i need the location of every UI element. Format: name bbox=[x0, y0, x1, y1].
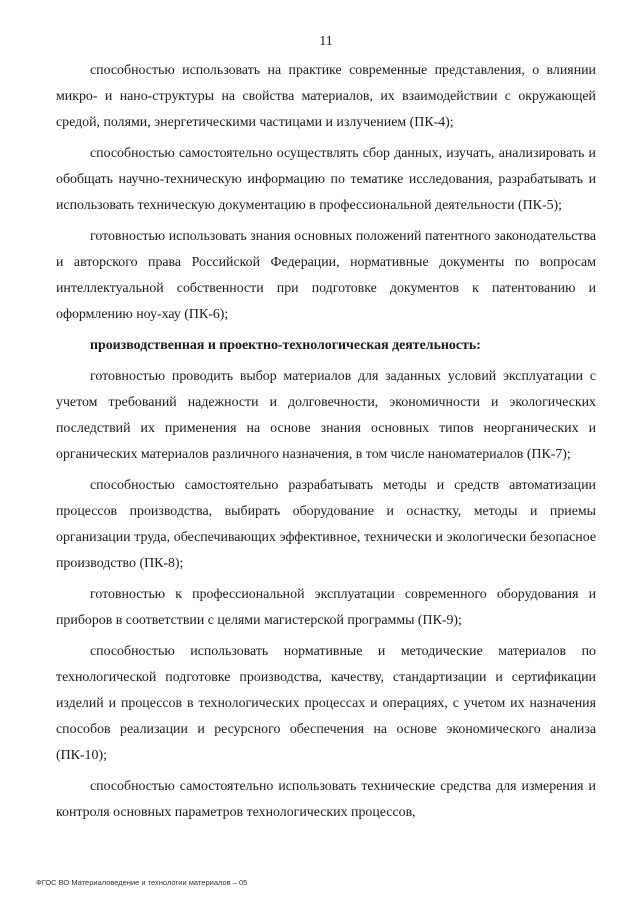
paragraph-pk7: готовностью проводить выбор материалов для заданных условий эксплуатации с учетом требований надежности и долговечности, экономичности и экологических последствий их применения на основе знания основных типов неорганических и органических материалов различного назначения, в том числе наноматериалов (ПК-7); bbox=[56, 369, 596, 462]
page-number: 11 bbox=[319, 34, 333, 49]
section-heading: производственная и проектно-технологическая деятельность: bbox=[90, 338, 481, 353]
paragraph-pk8: способностью самостоятельно разрабатывать методы и средств автоматизации процессов производства, выбирать оборудование и оснастку, методы и приемы организации труда, обеспечивающих эффективное, технически и экологически безопасное производство (ПК-8); bbox=[56, 478, 596, 571]
paragraph-pk4: способностью использовать на практике современные представления, о влиянии микро- и нано-структуры на свойства материалов, их взаимодействии с окружающей средой, полями, энергетическими частицами и излучением (ПК-4); bbox=[56, 63, 596, 130]
paragraph-pk11-start: способностью самостоятельно использовать технические средства для измерения и контроля основных параметров технологических процессов, bbox=[56, 779, 596, 820]
paragraph-pk10: способностью использовать нормативные и методические материалов по технологической подготовке производства, качеству, стандартизации и сертификации изделий и процессов в технологических процессах и операциях, с учетом их назначения способов реализации и ресурсного обеспечения на основе экономического анализа (ПК-10); bbox=[56, 644, 596, 763]
paragraph-pk6: готовностью использовать знания основных положений патентного законодательства и авторского права Российской Федерации, нормативные документы по вопросам интеллектуальной собственности при подготовке документов к патентованию и оформлению ноу-хау (ПК-6); bbox=[56, 229, 596, 322]
document-body bbox=[56, 58, 596, 831]
paragraph-pk5: способностью самостоятельно осуществлять сбор данных, изучать, анализировать и обобщать научно-техническую информацию по тематике исследования, разрабатывать и использовать техническую документацию в профессиональной деятельности (ПК-5); bbox=[56, 146, 596, 213]
page-footer: ФГОС ВО Материаловедение и технологии материалов – 05 bbox=[36, 878, 248, 887]
paragraph-pk9: готовностью к профессиональной эксплуатации современного оборудования и приборов в соответствии с целями магистерской программы (ПК-9); bbox=[56, 587, 596, 628]
